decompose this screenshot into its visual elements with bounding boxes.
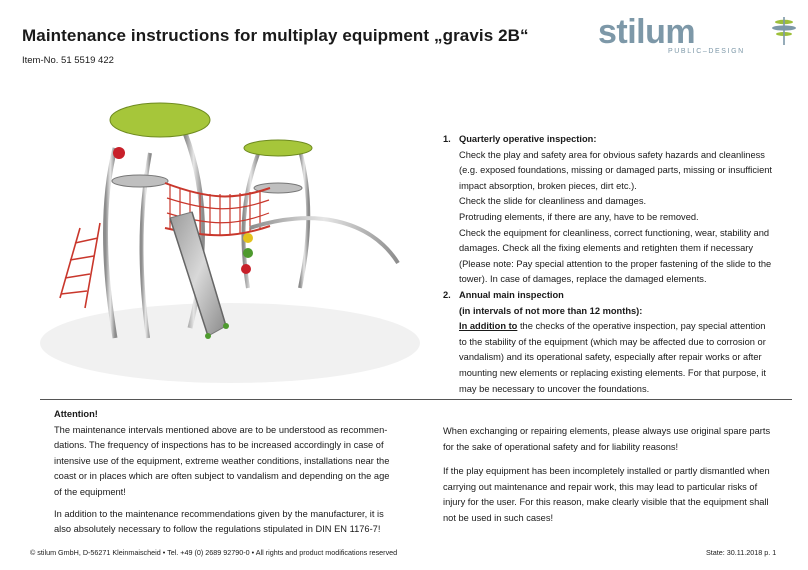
notes-paragraph <box>443 424 793 455</box>
text-line: vandalism) and its operational safety, especially after repair works or after <box>459 352 762 363</box>
text-line: In addition to the maintenance recommendations given by the manufacturer, it is <box>54 508 384 519</box>
text-line: Check the equipment for cleanliness, correct functioning, wear, stability and <box>459 227 770 238</box>
text-line: for the sake of operational safety and for liability reasons! <box>443 441 679 452</box>
section-quarterly-inspection <box>443 132 793 288</box>
section-heading: Quarterly operative inspection: <box>459 134 597 144</box>
equipment-illustration <box>20 88 420 398</box>
text-line: (Please note: Pay special attention to the proper fastening of the slide to the <box>459 258 772 269</box>
notes-paragraph <box>443 464 793 526</box>
attention-paragraph <box>54 423 409 501</box>
text-line: tower). In case of damages, replace the damaged elements. <box>459 274 707 285</box>
attention-heading: Attention! <box>54 409 98 419</box>
text-line: damages. Check all the fixing elements and retighten them if necessary <box>459 243 754 254</box>
section-number: 1. <box>443 134 451 144</box>
text-rest: the checks of the operative inspection, pay special attention <box>517 321 766 332</box>
page-title: Maintenance instructions for multiplay equipment „gravis 2B“ <box>22 26 529 45</box>
text-line: When exchanging or repairing elements, please always use original spare parts <box>443 426 771 436</box>
section-number: 2. <box>443 290 451 300</box>
text-line: Check the slide for cleanliness and damages. <box>459 196 647 207</box>
logo-wordmark: stilum <box>598 13 696 51</box>
attention-paragraph <box>54 507 409 538</box>
text-line: coast or in places which are often subject to vandalism and depending on the age <box>54 471 390 482</box>
logo-mark-icon <box>770 14 798 48</box>
text-line: not be used in such cases! <box>443 512 554 523</box>
stilum-logo <box>598 12 798 64</box>
section-heading: Annual main inspection <box>459 290 564 300</box>
text-line: also absolutely necessary to follow the regulations stipulated in DIN EN 1176-7! <box>54 524 381 535</box>
logo-tagline: PUBLIC–DESIGN <box>668 48 745 55</box>
text-line: intensive use of the equipment, extreme weather conditions, installations near the <box>54 455 390 466</box>
text-line: of the equipment! <box>54 486 126 497</box>
emphasis-lead: In addition to <box>459 321 518 332</box>
divider <box>40 399 792 400</box>
footer-copyright: © stilum GmbH, D-56271 Kleinmaischeid • Tel. +49 (0) 2689 92790-0 • All rights and product modifications reserved <box>30 548 398 557</box>
text-line: Protruding elements, if there are any, have to be removed. <box>459 211 699 222</box>
text-line: dations. The frequency of inspections has to be increased accordingly in case of <box>54 440 384 451</box>
text-line: The maintenance intervals mentioned above are to be understood as recommen- <box>54 424 388 435</box>
notes-box <box>443 424 793 536</box>
text-line: Check the play and safety area for obvious safety hazards and cleanliness <box>459 149 765 160</box>
attention-box <box>54 407 409 544</box>
footer-state: State: 30.11.2018 p. 1 <box>706 548 777 557</box>
text-line: carrying out maintenance and repair work, this may lead to particular risks of <box>443 481 758 492</box>
section-annual-inspection <box>443 288 793 397</box>
text-line: injury for the user. For this reason, make clearly visible that the equipment shall <box>443 497 769 508</box>
text-line: to the stability of the equipment (which may be affected due to corrosion or <box>459 336 766 347</box>
text-line: (e.g. exposed foundations, missing or damaged parts, missing or insufficient <box>459 165 772 176</box>
item-number: Item-No. 51 5519 422 <box>22 55 114 66</box>
text-line <box>459 319 793 335</box>
text-line: If the play equipment has been incompletely installed or partly dismantled when <box>443 466 770 477</box>
text-line: may be necessary to uncover the foundations. <box>459 383 650 394</box>
text-line: impact absorption, broken pieces, dirt etc.). <box>459 180 637 191</box>
text-line: mounting new elements or replacing existing elements. For that purpose, it <box>459 367 766 378</box>
section-subheading: (in intervals of not more than 12 months): <box>459 305 643 316</box>
